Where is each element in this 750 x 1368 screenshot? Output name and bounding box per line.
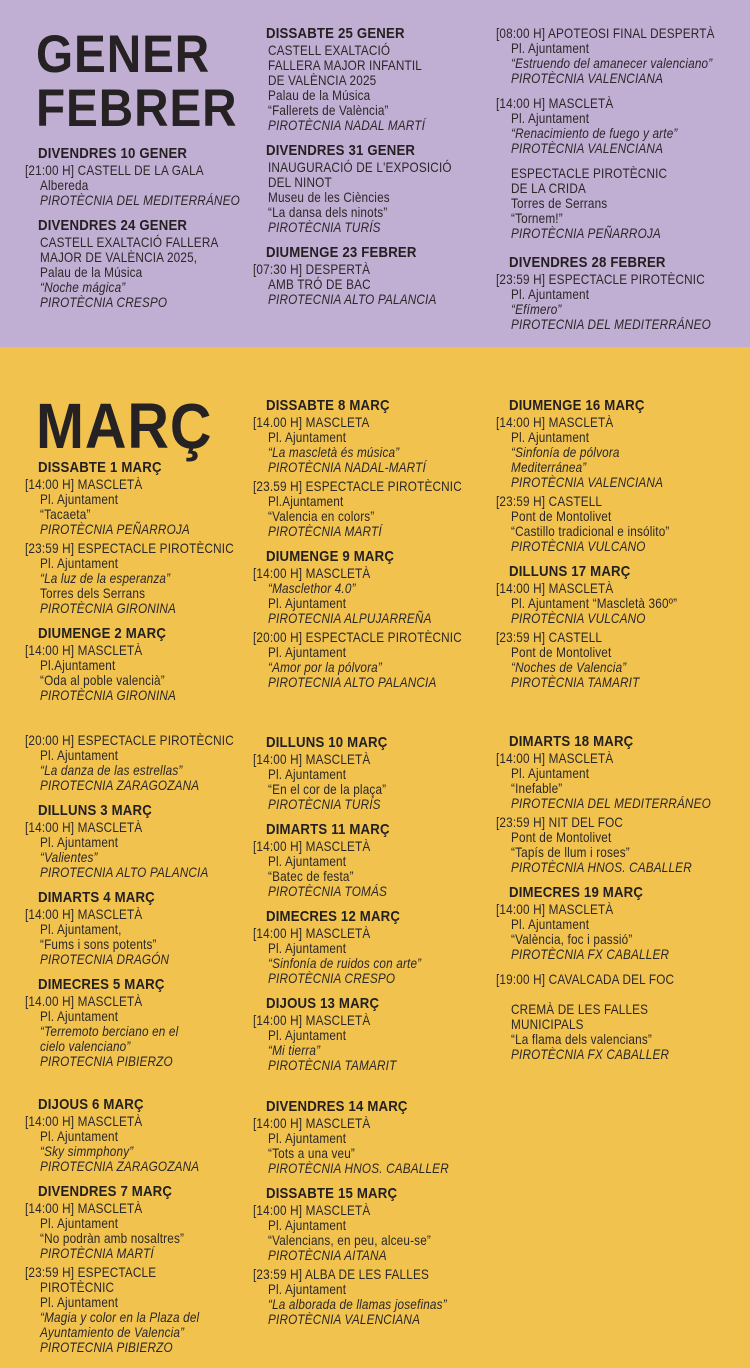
event-time-line: [14.00 H] MASCLETA (253, 414, 370, 430)
event-time-line: [14:00 H] MASCLETÀ (253, 838, 371, 854)
pyrotechnics-company: PIROTECNIA DEL MEDITERRÁNEO (511, 316, 711, 332)
event-title-line: “Fums i sons potents” (40, 936, 157, 952)
event (25, 733, 253, 793)
event-detail-line: Pl. Ajuntament (40, 834, 119, 850)
event-block (25, 890, 253, 967)
page-title-gener-febrer (36, 25, 253, 138)
event-block (253, 549, 496, 690)
event-block (253, 996, 496, 1073)
event-title-line: “Masclethor 4.0” (268, 580, 356, 596)
pyrotechnics-company: PIROTECNIA ZARAGOZANA (40, 777, 200, 793)
event-title-line: “Mi tierra” (268, 1042, 321, 1058)
event-time-line: [14:00 H] MASCLETÀ (496, 901, 614, 917)
event-detail-line: Pl. Ajuntament “Mascletà 360º” (511, 595, 678, 611)
event-detail-line: FALLERA MAJOR INFANTIL (268, 57, 423, 73)
event-block (496, 398, 750, 554)
event-detail-line: Pl. Ajuntament (511, 40, 590, 56)
event-block (25, 218, 253, 310)
event-title-line: “Tornem!” (511, 210, 563, 226)
date-header: DISSABTE 15 MARÇ (266, 1185, 398, 1202)
pyrotechnics-company: PIROTÈCNIA MARTÍ (268, 523, 382, 539)
event-block (496, 255, 750, 332)
event (25, 1201, 253, 1261)
event (496, 26, 750, 86)
event (25, 235, 253, 310)
event-detail-line: Torres dels Serrans (40, 585, 146, 601)
event-detail-line: Pl. Ajuntament (268, 429, 347, 445)
event (253, 43, 496, 133)
event-detail-line: Torres de Serrans (511, 195, 608, 211)
event-time-line: [23.59 H] ESPECTACLE PIROTÈCNIC (253, 478, 462, 494)
event-title-line: Mediterránea” (511, 459, 587, 475)
event-block (25, 146, 253, 208)
event-detail-line: DE LA CRIDA (511, 180, 587, 196)
event-title-line: “Sinfonía de ruidos con arte” (268, 955, 422, 971)
date-header: DIVENDRES 10 GENER (38, 145, 188, 162)
pyrotechnics-company: PIROTECNIA DRAGÓN (40, 951, 170, 967)
event-detail-line: AMB TRÓ DE BAC (268, 276, 371, 292)
event-detail-line: Pl. Ajuntament (511, 286, 590, 302)
event-detail-line: Pl.Ajuntament (40, 657, 116, 673)
event-detail-line: Pl. Ajuntament (40, 747, 119, 763)
pyrotechnics-company: PIROTÈCNIA TURÍS (268, 219, 381, 235)
event-title-line: “València, foc i passió” (511, 931, 633, 947)
event-detail-line: CASTELL EXALTACIÓ (268, 42, 391, 58)
event-title-line: “La danza de las estrellas” (40, 762, 183, 778)
event (25, 1265, 253, 1355)
marc-column-2 (253, 373, 496, 1327)
event-block (253, 245, 496, 307)
event-detail-line: Pl. Ajuntament (268, 766, 347, 782)
date-header: DISSABTE 8 MARÇ (266, 397, 390, 414)
event-detail-line: Pont de Montolivet (511, 644, 612, 660)
event (253, 839, 496, 899)
event-title-line: “En el cor de la plaça” (268, 781, 387, 797)
event (25, 643, 253, 703)
event-block (25, 1184, 253, 1355)
event (496, 972, 750, 987)
event (496, 1002, 750, 1062)
event (496, 494, 750, 554)
event (25, 163, 253, 208)
pyrotechnics-company: PIROTÈCNIA TAMARIT (268, 1057, 397, 1073)
event-detail-line: Pl. Ajuntament (511, 110, 590, 126)
event-detail-line: Pl. Ajuntament (268, 1027, 347, 1043)
event-detail-line: MAJOR DE VALÈNCIA 2025, (40, 249, 198, 265)
event-title-line: “Amor por la pólvora” (268, 659, 382, 675)
date-header: DIMECRES 19 MARÇ (509, 884, 644, 901)
event (25, 907, 253, 967)
pyrotechnics-company: PIROTÈCNIA GIRONINA (40, 600, 177, 616)
section-gener-febrer (0, 0, 750, 347)
event-time-line: [14:00 H] MASCLETÀ (253, 1202, 371, 1218)
event-detail-line: Pont de Montolivet (511, 508, 612, 524)
pyrotechnics-company: PIROTÈCNIA CRESPO (268, 970, 396, 986)
date-header: DIUMENGE 16 MARÇ (509, 397, 645, 414)
event-block (253, 26, 496, 133)
event-detail-line: Pl. Ajuntament (40, 1128, 119, 1144)
event-title-line: “Terremoto berciano en el (40, 1023, 179, 1039)
date-header: DIVENDRES 7 MARÇ (38, 1183, 173, 1200)
event-block (496, 885, 750, 1062)
event-detail-line: Pl. Ajuntament, (40, 921, 122, 937)
pyrotechnics-company: PIROTÈCNIA NADAL-MARTÍ (268, 459, 426, 475)
event-block (253, 1186, 496, 1327)
event-time-line: [14:00 H] MASCLETÀ (253, 565, 371, 581)
event (253, 479, 496, 539)
date-header: DIMECRES 12 MARÇ (266, 908, 401, 925)
event (25, 820, 253, 880)
event-time-line: [14:00 H] MASCLETÀ (496, 580, 614, 596)
event-time-line: [23:59 H] ESPECTACLE (25, 1264, 157, 1280)
event (496, 581, 750, 626)
event-title-line: “Tacaeta” (40, 506, 91, 522)
date-header: DIMARTS 4 MARÇ (38, 889, 155, 906)
event-title-line: “Inefable” (511, 780, 563, 796)
event-title-line: “Tots a una veu” (268, 1145, 356, 1161)
event-title-line: “La mascletà és música” (268, 444, 400, 460)
event-detail-line: Pl. Ajuntament (40, 555, 119, 571)
event-block (253, 143, 496, 235)
marc-column-1 (25, 373, 253, 1355)
event-title-line: “Valencia en colors” (268, 508, 375, 524)
pyrotechnics-company: PIROTÈCNIA VALENCIANA (511, 140, 664, 156)
event-detail-line: CREMÀ DE LES FALLES (511, 1001, 649, 1017)
event-detail-line: Pl. Ajuntament (40, 491, 119, 507)
marc-column-3 (496, 373, 750, 1062)
date-header: DIMECRES 5 MARÇ (38, 976, 165, 993)
event-title-line: “Efímero” (511, 301, 562, 317)
event-block (253, 1099, 496, 1176)
event-time-line: [14:00 H] MASCLETÀ (496, 750, 614, 766)
pyrotechnics-company: PIROTÈCNIA GIRONINA (40, 687, 177, 703)
pyrotechnics-company: PIROTECNIA DEL MEDITERRÁNEO (511, 795, 711, 811)
event-time-line: [14:00 H] MASCLETÀ (253, 1012, 371, 1028)
event-time-line: [23:59 H] NIT DEL FOC (496, 814, 624, 830)
pyrotechnics-company: PIROTÈCNIA HNOS. CABALLER (511, 859, 692, 875)
event-block (25, 977, 253, 1069)
event-time-line: [14.00 H] MASCLETÀ (25, 993, 143, 1009)
pyrotechnics-company: PIROTÈCNIA VALENCIANA (268, 1311, 421, 1327)
event-title-line: “Magia y color en la Plaza del (40, 1309, 200, 1325)
pyrotechnics-company: PIROTÈCNIA VALENCIANA (511, 70, 664, 86)
event-title-line: “Sky simmphony” (40, 1143, 134, 1159)
title-line-marc: MARÇ (36, 390, 213, 462)
event-time-line: [14:00 H] MASCLETÀ (25, 819, 143, 835)
event (253, 566, 496, 626)
date-header: DIUMENGE 23 FEBRER (266, 244, 417, 261)
event-time-line: [20:00 H] ESPECTACLE PIROTÈCNIC (253, 629, 462, 645)
event (253, 926, 496, 986)
event-detail-line: ESPECTACLE PIROTÈCNIC (511, 165, 668, 181)
event-detail-line: Albereda (40, 177, 89, 193)
event-detail-line: Palau de la Música (40, 264, 143, 280)
event (253, 1116, 496, 1176)
marc-columns (0, 347, 750, 1355)
gener-febrer-column-2 (253, 26, 496, 307)
event-detail-line: Pl. Ajuntament (511, 429, 590, 445)
event-time-line: [14:00 H] MASCLETÀ (496, 414, 614, 430)
date-header: DILLUNS 17 MARÇ (509, 563, 631, 580)
event-title-line: “La alborada de llamas josefinas” (268, 1296, 447, 1312)
pyrotechnics-company: PIROTÈCNIA TURÍS (268, 796, 381, 812)
event-block (25, 626, 253, 703)
title-line-gener: GENER (36, 25, 211, 84)
event-time-line: [23:59 H] CASTELL (496, 493, 603, 509)
pyrotechnics-company: PIROTÈCNIA HNOS. CABALLER (268, 1160, 449, 1176)
event (496, 630, 750, 690)
event (25, 1114, 253, 1174)
event-title-line: “Fallerets de València” (268, 102, 389, 118)
date-header: DISSABTE 25 GENER (266, 25, 405, 42)
event-block (25, 733, 253, 793)
event (25, 994, 253, 1069)
event-time-line: [23:59 H] ESPECTACLE PIROTÈCNIC (496, 271, 705, 287)
event-title-line: “No podràn amb nosaltres” (40, 1230, 185, 1246)
event-detail-line: Pl. Ajuntament (511, 916, 590, 932)
event (253, 262, 496, 307)
event-block (253, 398, 496, 539)
event-detail-line: Pl.Ajuntament (268, 493, 344, 509)
event-detail-line: Pl. Ajuntament (40, 1215, 119, 1231)
title-line-febrer: FEBRER (36, 79, 238, 138)
event (496, 415, 750, 490)
event-block (253, 822, 496, 899)
event-detail-line: INAUGURACIÓ DE L'EXPOSICIÓ (268, 159, 452, 175)
pyrotechnics-company: PIROTÈCNIA FX CABALLER (511, 1046, 670, 1062)
date-header: DIVENDRES 31 GENER (266, 142, 416, 159)
event-time-line: [08:00 H] APOTEOSI FINAL DESPERTÀ (496, 25, 715, 41)
event (253, 160, 496, 235)
event-time-line: [14:00 H] MASCLETÀ (25, 642, 143, 658)
pyrotechnics-company: PIROTECNIA ALTO PALANCIA (40, 864, 209, 880)
event-title-line: “Batec de festa” (268, 868, 354, 884)
pyrotechnics-company: PIROTÈCNIA VALENCIANA (511, 474, 664, 490)
gener-febrer-columns (0, 0, 750, 332)
pyrotechnics-company: PIROTECNIA ZARAGOZANA (40, 1158, 200, 1174)
pyrotechnics-company: PIROTÈCNIA FX CABALLER (511, 946, 670, 962)
pyrotechnics-company: PIROTÈCNIA NADAL MARTÍ (268, 117, 426, 133)
gener-febrer-column-3 (496, 26, 750, 332)
event-title-line: cielo valenciano” (40, 1038, 131, 1054)
event (496, 272, 750, 332)
event-title-line: “Renacimiento de fuego y arte” (511, 125, 678, 141)
event-detail-line: Palau de la Música (268, 87, 371, 103)
gener-febrer-column-1 (25, 26, 253, 310)
event-block (496, 166, 750, 241)
event-time-line: [20:00 H] ESPECTACLE PIROTÈCNIC (25, 732, 234, 748)
event-block (253, 909, 496, 986)
event-block (25, 803, 253, 880)
date-header: DILLUNS 10 MARÇ (266, 734, 388, 751)
event-title-line: “Valientes” (40, 849, 98, 865)
event-time-line: [14:00 H] MASCLETÀ (25, 1200, 143, 1216)
event (253, 630, 496, 690)
event-title-line: “Noches de Valencia” (511, 659, 627, 675)
event (25, 477, 253, 537)
pyrotechnics-company: PIROTÈCNIA PEÑARROJA (511, 225, 661, 241)
event-detail-line: Pl. Ajuntament (511, 765, 590, 781)
event-detail-line: MUNICIPALS (511, 1016, 584, 1032)
event-block (496, 564, 750, 690)
pyrotechnics-company: PIROTECNIA PIBIERZO (40, 1053, 173, 1069)
event-time-line: [23:59 H] CASTELL (496, 629, 603, 645)
event-detail-line: Pl. Ajuntament (268, 644, 347, 660)
date-header: DIVENDRES 28 FEBRER (509, 254, 666, 271)
event (496, 902, 750, 962)
event-detail-line: Pl. Ajuntament (268, 853, 347, 869)
event-title-line: “Estruendo del amanecer valenciano” (511, 55, 713, 71)
event-detail-line: Pl. Ajuntament (268, 1281, 347, 1297)
page-title-marc (36, 390, 253, 462)
event-time-line: [14:00 H] MASCLETÀ (496, 95, 614, 111)
event (496, 166, 750, 241)
event-time-line: [14:00 H] MASCLETÀ (253, 1115, 371, 1131)
event-detail-line: Pl. Ajuntament (40, 1008, 119, 1024)
pyrotechnics-company: PIROTÈCNIA VULCANO (511, 538, 646, 554)
date-header: DIJOUS 6 MARÇ (38, 1096, 144, 1113)
event-detail-line: Pl. Ajuntament (268, 940, 347, 956)
date-header: DIJOUS 13 MARÇ (266, 995, 380, 1012)
date-header: DISSABTE 1 MARÇ (38, 459, 162, 476)
event-title-line: “Oda al poble valencià” (40, 672, 165, 688)
date-header: DIMARTS 18 MARÇ (509, 733, 634, 750)
pyrotechnics-company: PIROTÈCNIA AITANA (268, 1247, 387, 1263)
pyrotechnics-company: PIROTÈCNIA PEÑARROJA (40, 521, 190, 537)
event-time-line: [07:30 H] DESPERTÀ (253, 261, 371, 277)
event-time-line: [14:00 H] MASCLETÀ (253, 751, 371, 767)
date-header: DIVENDRES 14 MARÇ (266, 1098, 408, 1115)
event-title-line: “La dansa dels ninots” (268, 204, 388, 220)
event (25, 541, 253, 616)
event (253, 752, 496, 812)
event-block (25, 460, 253, 616)
date-header: DILLUNS 3 MARÇ (38, 802, 152, 819)
pyrotechnics-company: PIROTÈCNIA DEL MEDITERRÁNEO (40, 192, 240, 208)
event-detail-line: Pl. Ajuntament (40, 1294, 119, 1310)
event-time-line: [23:59 H] ALBA DE LES FALLES (253, 1266, 429, 1282)
event (253, 1267, 496, 1327)
event-detail-line: DE VALÈNCIA 2025 (268, 72, 377, 88)
event-block (25, 1097, 253, 1174)
event-time-line: [14:00 H] MASCLETÀ (25, 476, 143, 492)
event (496, 815, 750, 875)
pyrotechnics-company: PIROTÈCNIA MARTÍ (40, 1245, 154, 1261)
event-title-line: “La luz de la esperanza” (40, 570, 171, 586)
date-header: DIUMENGE 9 MARÇ (266, 548, 395, 565)
event-title-line: “Noche mágica” (40, 279, 126, 295)
event-time-line: [14:00 H] MASCLETÀ (25, 906, 143, 922)
event-block (496, 96, 750, 156)
section-marc (0, 347, 750, 1368)
event-title-line: “Sinfonía de pólvora (511, 444, 620, 460)
event (253, 1203, 496, 1263)
event-title-line: “La flama dels valencians” (511, 1031, 652, 1047)
event-title-line: “Tapís de llum i roses” (511, 844, 630, 860)
event-detail-line: Pl. Ajuntament (268, 1130, 347, 1146)
date-header: DIMARTS 11 MARÇ (266, 821, 390, 838)
event (496, 751, 750, 811)
event-detail-line: Pl. Ajuntament (268, 595, 347, 611)
event-title-line: “Valencians, en peu, alceu-se” (268, 1232, 432, 1248)
event (496, 96, 750, 156)
event-detail-line: Pl. Ajuntament (268, 1217, 347, 1233)
event-block (496, 26, 750, 86)
event-block (496, 734, 750, 875)
event-time-line: [23:59 H] ESPECTACLE PIROTÈCNIC (25, 540, 234, 556)
event (253, 1013, 496, 1073)
pyrotechnics-company: PIROTECNIA ALTO PALANCIA (268, 674, 437, 690)
pyrotechnics-company: PIROTECNIA PIBIERZO (40, 1339, 173, 1355)
event-time-line: [14:00 H] MASCLETÀ (253, 925, 371, 941)
event-time-line: [21:00 H] CASTELL DE LA GALA (25, 162, 204, 178)
pyrotechnics-company: PIROTECNIA ALTO PALANCIA (268, 291, 437, 307)
pyrotechnics-company: PIROTÈCNIA TAMARIT (511, 674, 640, 690)
pyrotechnics-company: PIROTÈCNIA TOMÁS (268, 883, 388, 899)
event-title-line: “Castillo tradicional e insólito” (511, 523, 670, 539)
event (253, 415, 496, 475)
event-block (253, 735, 496, 812)
pyrotechnics-company: PIROTÈCNIA VULCANO (511, 610, 646, 626)
event-detail-line: DEL NINOT (268, 174, 332, 190)
date-header: DIUMENGE 2 MARÇ (38, 625, 167, 642)
event-detail-line: PIROTÈCNIC (40, 1279, 115, 1295)
event-time-line: [14:00 H] MASCLETÀ (25, 1113, 143, 1129)
date-header: DIVENDRES 24 GENER (38, 217, 188, 234)
pyrotechnics-company: PIROTECNIA ALPUJARREÑA (268, 610, 432, 626)
event-time-line: [19:00 H] CAVALCADA DEL FOC (496, 971, 675, 987)
pyrotechnics-company: PIROTÈCNIA CRESPO (40, 294, 168, 310)
event-title-line: Ayuntamiento de Valencia” (40, 1324, 185, 1340)
event-detail-line: Pont de Montolivet (511, 829, 612, 845)
event-detail-line: CASTELL EXALTACIÓ FALLERA (40, 234, 219, 250)
event-detail-line: Museu de les Ciències (268, 189, 390, 205)
